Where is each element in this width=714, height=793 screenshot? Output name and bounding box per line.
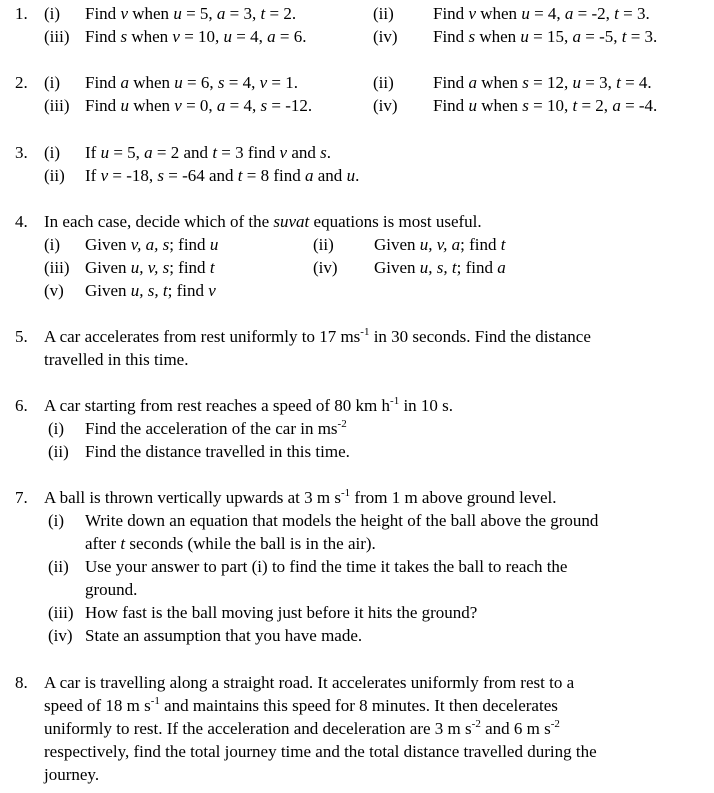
text-run: v, a, s [130, 235, 170, 254]
text-run: = 3. [626, 27, 658, 46]
text-run: u [346, 166, 356, 185]
text-run: = -12. [267, 96, 313, 115]
question-number: 3. [15, 143, 28, 162]
text-run: Find the distance travelled in this time. [85, 442, 350, 461]
text-run: and 6 m s [480, 719, 551, 738]
text-run: a [612, 96, 621, 115]
question-number: 2. [15, 73, 28, 92]
text-run: when [127, 27, 173, 46]
text-run: when [476, 73, 523, 92]
part-text [85, 419, 347, 441]
text-run: from 1 m above ground level. [350, 488, 557, 507]
text-run: ; find [167, 281, 209, 300]
text-run: ; find [169, 258, 210, 277]
text-run: Find [433, 96, 469, 115]
part-text [85, 442, 350, 462]
text-run: Given [85, 281, 131, 300]
text-run: = -5, [580, 27, 622, 46]
part-text [374, 235, 505, 255]
text-run: s [120, 27, 128, 46]
text-run: t [209, 258, 215, 277]
text-run: t [237, 166, 243, 185]
text-run: A car starting from rest reaches a speed of 80 km h [44, 396, 391, 415]
text-run: Find [433, 4, 469, 23]
question-stem [44, 350, 188, 370]
text-run: = 3, [580, 73, 617, 92]
question-number: 4. [15, 212, 28, 231]
question-number: 1. [15, 4, 28, 23]
text-run: v [172, 27, 180, 46]
part-text [85, 626, 362, 646]
text-run: u [174, 73, 183, 92]
text-run: -2 [471, 718, 481, 730]
text-run: v [468, 4, 476, 23]
text-run: Find [85, 4, 121, 23]
text-run: t [260, 4, 266, 23]
part-text [85, 603, 477, 623]
question-stem [44, 765, 99, 785]
text-run: u [120, 96, 129, 115]
text-run: u, v, a [419, 235, 461, 254]
part-text [85, 73, 298, 93]
text-run: and maintains this speed for 8 minutes. It then decelerates [159, 696, 558, 715]
question-stem [44, 719, 560, 741]
text-run: t [616, 73, 621, 92]
text-run: = 2. [265, 4, 297, 23]
text-run: = 4, [224, 73, 260, 92]
part-label: (ii) [313, 235, 334, 254]
part-label: (iii) [44, 258, 70, 277]
text-run: v [259, 73, 268, 92]
question-number: 7. [15, 488, 28, 507]
text-run: = 2, [577, 96, 613, 115]
text-run: = 5, [181, 4, 217, 23]
text-run: a [497, 258, 506, 277]
part-label: (ii) [48, 442, 69, 461]
text-run: u [520, 27, 529, 46]
text-run: suvat [273, 212, 310, 231]
text-run: u [572, 73, 581, 92]
text-run: when [475, 27, 521, 46]
part-label: (i) [44, 4, 61, 23]
text-run: t [120, 534, 126, 553]
text-run: Find the acceleration of the car in ms [85, 419, 338, 438]
text-run: a [572, 27, 581, 46]
text-run: u, s, t [130, 281, 168, 300]
text-run: Given [374, 235, 420, 254]
text-run: a [267, 27, 276, 46]
part-label: (i) [48, 419, 65, 438]
text-run: = 3 find [217, 143, 280, 162]
part-text [433, 96, 657, 116]
text-run: = -4. [620, 96, 658, 115]
text-run: when [475, 4, 522, 23]
text-run: = 15, [528, 27, 573, 46]
text-run: Find [85, 96, 121, 115]
text-run: ; find [456, 258, 498, 277]
part-text [85, 511, 598, 531]
text-run: = 3. [618, 4, 650, 23]
part-text [85, 27, 306, 47]
text-run: = 6, [182, 73, 218, 92]
text-run: u [173, 4, 182, 23]
part-label: (ii) [373, 4, 394, 23]
part-text [433, 73, 652, 93]
part-text [433, 4, 650, 24]
text-run: = 2 and [152, 143, 213, 162]
part-label: (iii) [44, 27, 70, 46]
text-run: Find [85, 73, 121, 92]
text-run: = 10, [528, 96, 573, 115]
text-run: = 10, [179, 27, 224, 46]
part-label: (iii) [48, 603, 74, 622]
text-run: Use your answer to part (i) to find the time it takes the ball to reach the [85, 557, 568, 576]
part-text [85, 143, 331, 163]
text-run: -1 [150, 695, 160, 707]
question-stem [44, 742, 597, 762]
question-number: 5. [15, 327, 28, 346]
text-run: = 4, [529, 4, 565, 23]
text-run: How fast is the ball moving just before it hits the ground? [85, 603, 478, 622]
text-run: s [260, 96, 268, 115]
part-label: (i) [48, 511, 65, 530]
part-text [85, 281, 216, 301]
text-run: = 1. [267, 73, 298, 92]
part-label: (i) [44, 73, 61, 92]
part-text [85, 258, 215, 278]
part-label: (ii) [48, 557, 69, 576]
text-run: a [120, 73, 129, 92]
question-stem [44, 327, 591, 349]
part-label: (ii) [44, 166, 65, 185]
text-run: a [468, 73, 477, 92]
text-run: = 4, [232, 27, 268, 46]
text-run: a [216, 96, 226, 115]
text-run: Given [85, 258, 131, 277]
text-run: t [500, 235, 506, 254]
text-run: ; find [169, 235, 210, 254]
text-run: If [85, 143, 101, 162]
text-run: = -18, [108, 166, 158, 185]
text-run: -1 [340, 487, 351, 499]
text-run: s [522, 96, 529, 115]
part-text [374, 258, 506, 278]
part-text [85, 166, 359, 186]
text-run: -1 [390, 395, 400, 407]
text-run: when [127, 4, 174, 23]
part-label: (v) [44, 281, 64, 300]
text-run: u [521, 4, 530, 23]
text-run: s [217, 73, 225, 92]
text-run: v [208, 281, 216, 300]
text-run: Write down an equation that models the height of the ball above the ground [85, 511, 599, 530]
text-run: respectively, find the total journey time and the total distance travelled during the [44, 742, 597, 761]
question-stem [44, 696, 558, 718]
text-run: u [209, 235, 219, 254]
text-run: . [326, 143, 331, 162]
text-run: A ball is thrown vertically upwards at 3 m s [44, 488, 341, 507]
text-run: -2 [550, 718, 560, 730]
text-run: Find [85, 27, 121, 46]
text-run: = 5, [109, 143, 145, 162]
part-label: (iii) [44, 96, 70, 115]
text-run: u [468, 96, 477, 115]
text-run: v [100, 166, 109, 185]
text-run: s [320, 143, 327, 162]
text-run: Given [374, 258, 420, 277]
text-run: when [128, 96, 175, 115]
text-run: -1 [360, 326, 370, 338]
text-run: = 4. [620, 73, 652, 92]
part-text [85, 557, 567, 577]
part-label: (i) [44, 143, 61, 162]
part-label: (iv) [313, 258, 338, 277]
text-run: s [468, 27, 476, 46]
part-text [85, 4, 296, 24]
text-run: v [120, 4, 128, 23]
text-run: Find [433, 73, 469, 92]
text-run: If [85, 166, 101, 185]
text-run: = 8 find [242, 166, 306, 185]
question-number: 6. [15, 396, 28, 415]
text-run: s [522, 73, 529, 92]
text-run: State an assumption that you have made. [85, 626, 363, 645]
text-run: and [313, 166, 347, 185]
text-run: u [223, 27, 233, 46]
text-run: Given [85, 235, 131, 254]
text-run: seconds (while the ball is in the air). [125, 534, 376, 553]
text-run: when [476, 96, 523, 115]
text-run: speed of 18 m s [44, 696, 151, 715]
text-run: u, v, s [130, 258, 170, 277]
text-run: = 12, [528, 73, 573, 92]
part-label: (iv) [373, 96, 398, 115]
text-run: equations is most useful. [309, 212, 482, 231]
text-run: a [144, 143, 153, 162]
text-run: ; find [460, 235, 501, 254]
text-run: . [355, 166, 360, 185]
text-run: ground. [85, 580, 138, 599]
text-run: A car is travelling along a straight road. It accelerates uniformly from rest to a [44, 673, 575, 692]
question-stem [44, 212, 482, 232]
text-run: t [614, 4, 619, 23]
text-run: in 30 seconds. Find the distance [369, 327, 591, 346]
part-text [85, 96, 312, 116]
text-run: uniformly to rest. If the acceleration and deceleration are 3 m s [44, 719, 472, 738]
text-run: = 6. [275, 27, 307, 46]
text-run: = -64 and [164, 166, 238, 185]
text-run: = 0, [181, 96, 217, 115]
text-run: after [85, 534, 121, 553]
part-text [85, 534, 376, 554]
part-label: (i) [44, 235, 61, 254]
text-run: travelled in this time. [44, 350, 189, 369]
text-run: Find [433, 27, 469, 46]
text-run: u, s, t [419, 258, 457, 277]
part-text [85, 580, 137, 600]
part-label: (ii) [373, 73, 394, 92]
text-run: -2 [337, 418, 347, 430]
question-stem [44, 488, 556, 510]
text-run: and [287, 143, 321, 162]
text-run: v [279, 143, 288, 162]
text-run: t [621, 27, 627, 46]
part-label: (iv) [48, 626, 73, 645]
question-stem [44, 396, 453, 418]
text-run: A car accelerates from rest uniformly to 17 ms [44, 327, 361, 346]
part-text [433, 27, 657, 47]
text-run: t [212, 143, 218, 162]
text-run: a [564, 4, 574, 23]
part-label: (iv) [373, 27, 398, 46]
text-run: u [100, 143, 110, 162]
text-run: = -2, [573, 4, 615, 23]
text-run: journey. [44, 765, 100, 784]
text-run: when [128, 73, 175, 92]
text-run: = 4, [225, 96, 261, 115]
text-run: In each case, decide which of the [44, 212, 274, 231]
text-run: v [174, 96, 182, 115]
text-run: a [305, 166, 314, 185]
text-run: t [572, 96, 578, 115]
part-text [85, 235, 218, 255]
text-run: = 3, [225, 4, 261, 23]
text-run: s [157, 166, 164, 185]
text-run: a [216, 4, 226, 23]
text-run: in 10 s. [399, 396, 454, 415]
question-stem [44, 673, 574, 693]
question-number: 8. [15, 673, 28, 692]
